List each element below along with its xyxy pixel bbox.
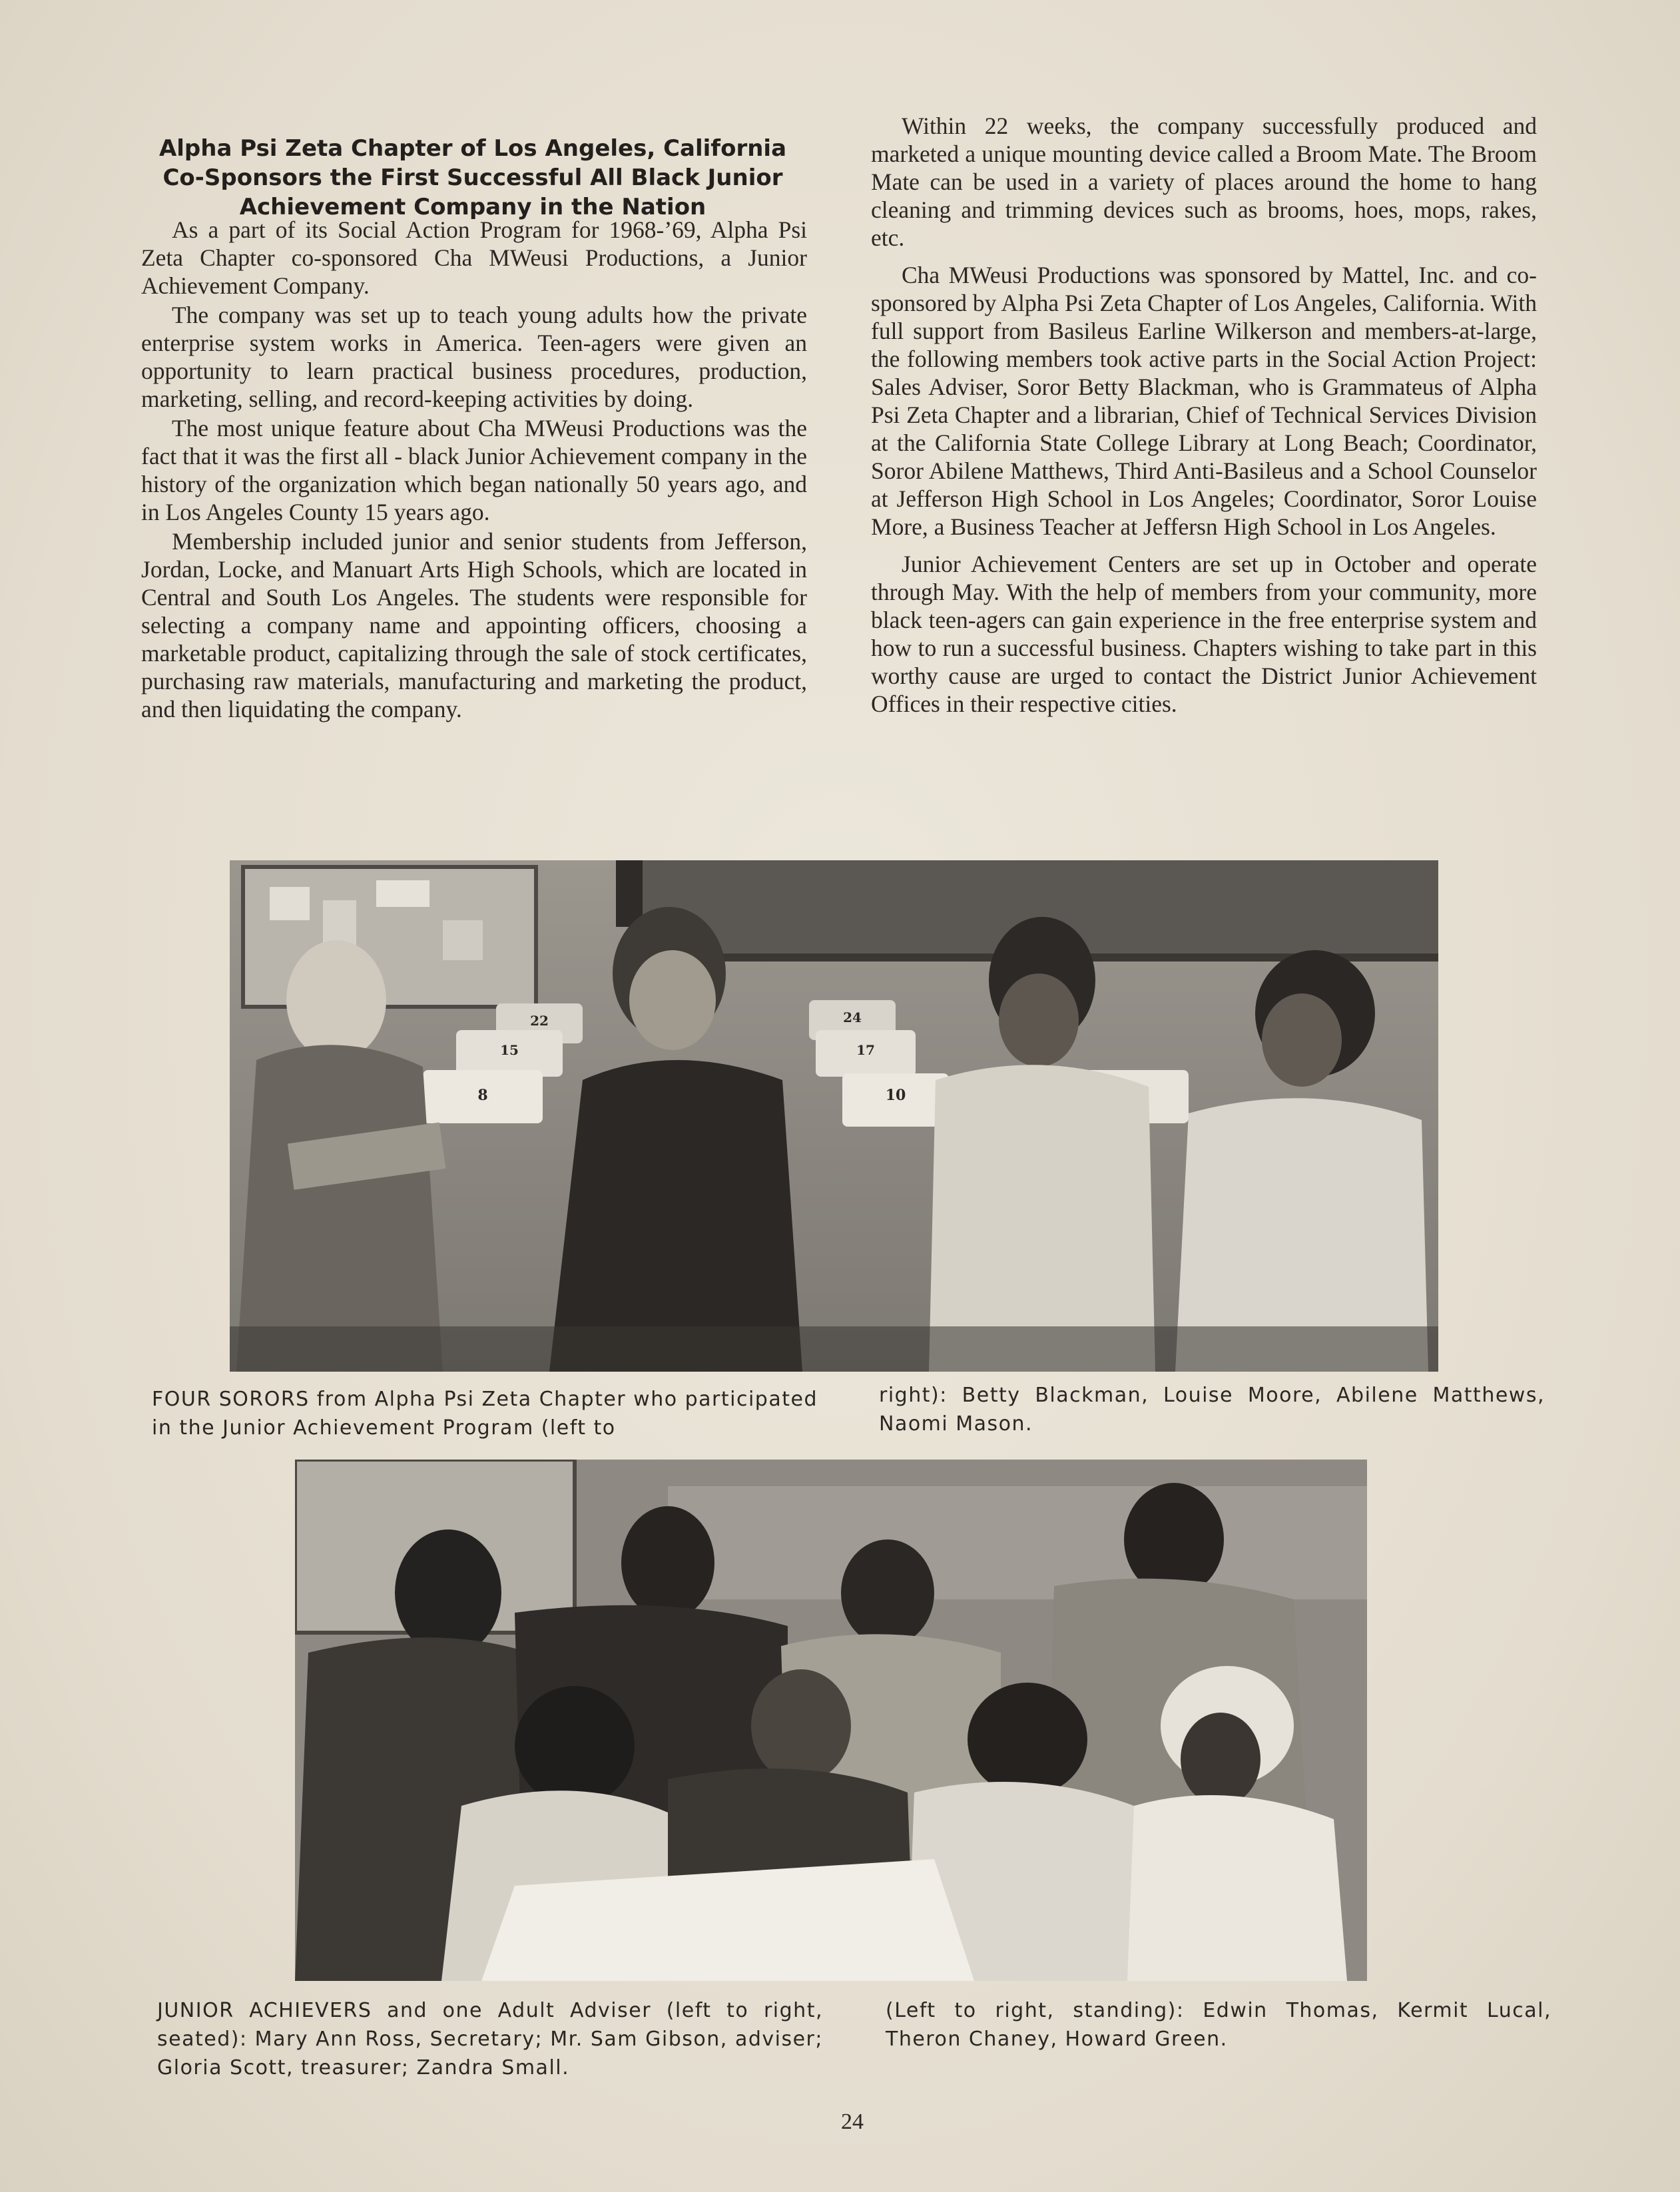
desk-number: 17 xyxy=(856,1042,875,1058)
desk-number: 10 xyxy=(885,1087,906,1104)
photo-junior-achievers-image xyxy=(295,1460,1367,1981)
page-number: 24 xyxy=(841,2109,864,2134)
desk-number: 8 xyxy=(477,1087,488,1104)
desk-number: 15 xyxy=(500,1042,519,1058)
paragraph: Cha MWeusi Productions was sponsored by Mattel, Inc. and co-sponsored by Alpha Psi Zeta Chapter of Los Angeles, California. With full support from Basileus Earline Wilkerson and members-at-large, the following members took active parts in the Social Action Project: Sales Adviser, Soror Betty Blackman, who is Grammateus of Alpha Psi Zeta Chapter and a librarian, Chief of Technical Services Division at the California State College Library at Long Beach; Coordinator, Soror Abilene Matthews, Third Anti-Basileus and a School Counselor at Jefferson High School in Los Angeles; Coordinator, Soror Louise More, a Business Teacher at Jeffersn High School in Los Angeles. xyxy=(871,262,1537,540)
photo-junior-achievers xyxy=(295,1460,1367,1981)
article-title: Alpha Psi Zeta Chapter of Los Angeles, California Co-Sponsors the First Successful All Black Junior Achievement Company in the Nation xyxy=(158,135,787,220)
photo-caption: right): Betty Blackman, Louise Moore, Abilene Matthews, Naomi Mason. xyxy=(879,1384,1545,1436)
photo-caption: (Left to right, standing): Edwin Thomas, Kermit Lucal, Theron Chaney, Howard Green. xyxy=(886,1999,1551,2051)
paragraph: The most unique feature about Cha MWeusi Productions was the fact that it was the first all - black Junior Achievement company in the history of the organization which began nationally 50 years ago, and in Los Angeles County 15 years ago. xyxy=(141,415,807,525)
desk-number: 22 xyxy=(530,1013,549,1029)
article-column-right xyxy=(871,112,1537,727)
photo-four-sorors-image xyxy=(230,860,1438,1372)
paragraph: Membership included junior and senior students from Jefferson, Jordan, Locke, and Manuart Arts High Schools, which are located in Central and South Los Angeles. The students were responsible for selecting a company name and appointing officers, choosing a marketable product, capitalizing through the sale of stock certificates, purchasing raw materials, manufacturing and marketing the product, and then liquidating the company. xyxy=(141,528,807,722)
paragraph: Junior Achievement Centers are set up in October and operate through May. With the help of members from your community, more black teen-agers can gain experience in the free enterprise system and how to run a successful business. Chapters wishing to take part in this worthy cause are urged to contact the District Junior Achievement Offices in their respective cities. xyxy=(871,551,1537,717)
desk-number: 24 xyxy=(843,1009,862,1025)
paragraph: The company was set up to teach young adults how the private enterprise system works in America. Teen-agers were given an opportunity to learn practical business procedures, production, marketing, selling, and record-keeping activities by doing. xyxy=(141,302,807,412)
photo-four-sorors xyxy=(230,860,1438,1372)
paragraph: As a part of its Social Action Program for 1968-’69, Alpha Psi Zeta Chapter co-sponsored Cha MWeusi Productions, a Junior Achievement Company. xyxy=(141,216,807,299)
paragraph: Within 22 weeks, the company successfully produced and marketed a unique mounting device called a Broom Mate. The Broom Mate can be used in a variety of places around the home to hang cleaning and trimming devices such as brooms, hoes, mops, rakes, etc. xyxy=(871,113,1537,251)
article-column-left xyxy=(141,216,807,724)
photo-caption: JUNIOR ACHIEVERS and one Adult Adviser (left to right, seated): Mary Ann Ross, Secretary; Mr. Sam Gibson, adviser; Gloria Scott, treasurer; Zandra Small. xyxy=(157,1999,823,2079)
photo-caption: FOUR SORORS from Alpha Psi Zeta Chapter who participated in the Junior Achievement Program (left to xyxy=(152,1388,818,1440)
